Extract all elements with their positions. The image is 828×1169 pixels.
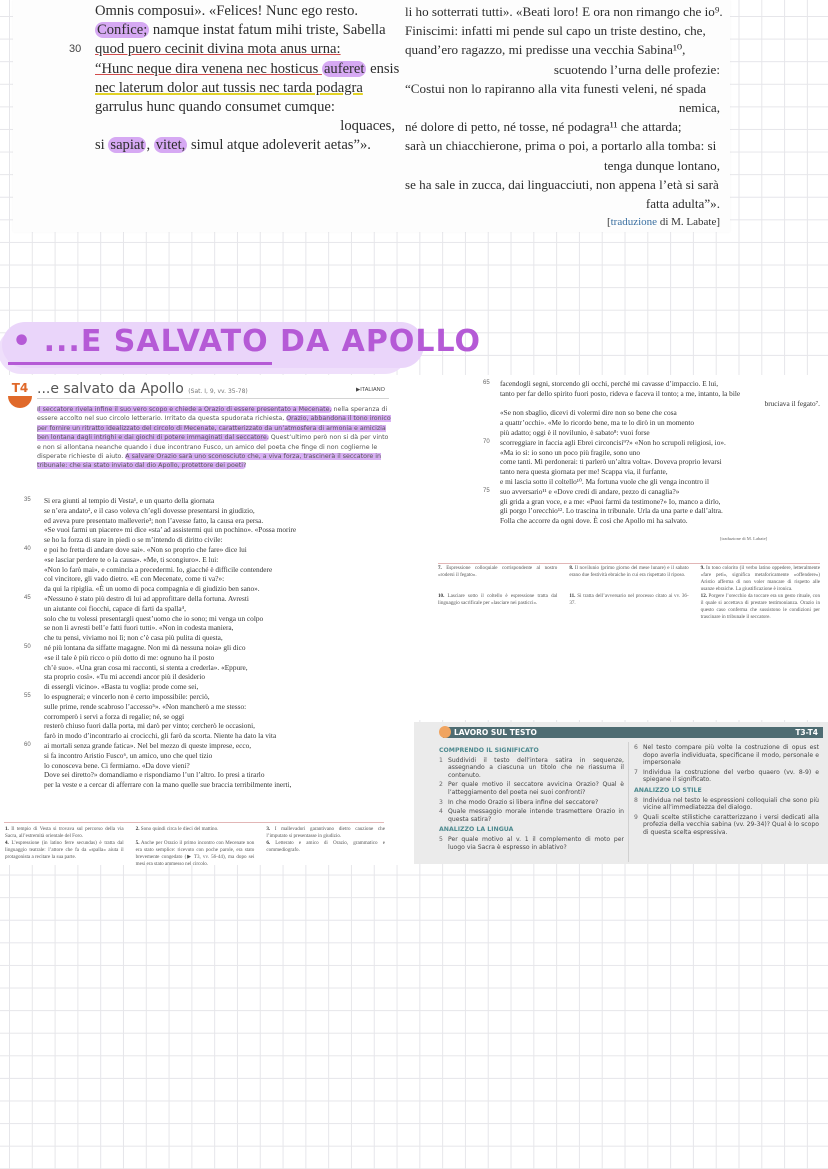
footnote-text: Lasciare sotto il coltello è espressione tratta dal linguaggio sacrificale per «lasciare nei pasticci». <box>438 593 558 606</box>
verse-text: ed aveva pure presentato malleverie³; non l’avesse fatto, la causa era persa. <box>44 515 264 525</box>
bullet-icon: • <box>12 324 33 359</box>
translation-line: nemica, <box>678 99 720 115</box>
question-number: 5 <box>439 835 443 843</box>
verse-text: se ho la forza di stare in piedi o se m’intendo di diritto civile: <box>44 535 223 545</box>
verse-line <box>483 379 820 389</box>
verse-line <box>44 614 394 624</box>
question-number: 2 <box>439 781 443 789</box>
latin-line <box>95 136 395 155</box>
footnote-number: 12. <box>700 593 708 599</box>
verse-text: gli grida a gran voce, e a me: «Puoi farmi da testimone?» Io, manco a dirlo, <box>500 496 721 506</box>
verse-line <box>44 535 394 545</box>
verse-line <box>44 663 394 673</box>
footnote-text: Anche per Orazio il primo incontro con Mecenate non era stato semplice: ricevuto con poche parole, era stato brevemente congedato (▶ T3, vv. 56-44), ma dopo sei mesi era stato ammesso nel circolo. <box>135 840 255 867</box>
footnote <box>438 565 557 593</box>
heading-underline <box>8 362 272 365</box>
latin-line-text: , <box>146 137 154 154</box>
verse-line <box>483 437 820 448</box>
footnote <box>266 826 385 840</box>
footnote-text: Porgere l’orecchio da toccare era un gesto rituale, con il quale si accettava di prestare testimonianza. Orazio in questo caso conferma che sussistono le condizioni per trascinare in tribunale il seccatore. <box>700 593 820 620</box>
verse-line <box>44 731 394 741</box>
section-heading <box>0 318 481 376</box>
exercise-question <box>439 757 624 780</box>
heading-text: ...E SALVATO DA APOLLO <box>43 324 481 359</box>
verses-left <box>24 496 394 790</box>
verse-text: scorreggiare in faccia agli Ebrei circoncisi⁹?» «Non ho scrupoli religiosi, io». <box>500 437 726 447</box>
verse-line <box>44 574 394 584</box>
translation-line: sarà un chiacchierone, prima o poi, a portarlo alla tomba: si <box>405 138 717 154</box>
verse-line <box>44 555 394 565</box>
question-text: Per quale motivo il seccatore avvicina Orazio? Qual è l’atteggiamento del poeta nei suoi confronti? <box>448 781 624 796</box>
exercise-question <box>439 808 624 823</box>
latin-line <box>95 79 395 98</box>
footnote <box>701 565 820 593</box>
footnote-number: 5. <box>135 840 140 846</box>
footnote-text: Il novilunio (primo giorno del mese lunare) e il sabato erano due festività ebraiche in cui era rispettato il riposo. <box>569 565 689 578</box>
footnote-text: Sono quindi circa le dieci del mattino. <box>139 826 219 832</box>
question-number: 3 <box>439 798 443 806</box>
verse-text: «Se non sbaglio, dicevi di volermi dire non so bene che cosa <box>500 408 677 418</box>
verse-line <box>44 633 394 643</box>
verse-text: «se il tale è più ricco o più dotto di me: ognuno ha il posto <box>44 652 215 662</box>
verse-line <box>24 691 394 702</box>
latin-line-text: simul atque adoleverit aetas”». <box>187 137 371 154</box>
verse-number: 45 <box>24 594 31 601</box>
verse-line <box>44 516 394 526</box>
verse-line <box>24 740 394 751</box>
verse-line <box>44 672 394 682</box>
footnotes-left <box>5 826 385 868</box>
verse-line <box>44 761 394 771</box>
translation-credit: [traduzione di M. Labate] <box>720 536 768 541</box>
footnote <box>569 565 688 593</box>
verse-line <box>44 751 394 761</box>
footnote <box>438 593 557 621</box>
verse-line <box>44 525 394 535</box>
footnote-number: 10. <box>438 593 445 599</box>
question-text: Nel testo compare più volte la costruzione di opus est dopo averla individuata, specificane il modo, personale e impersonale <box>643 744 819 767</box>
verse-text: e poi ho fretta di andare dove sai». «Non so proprio che fare» dice lui <box>44 544 247 554</box>
translation-line: “Costui non lo rapiranno alla vita funesti veleni, né spada <box>405 80 707 96</box>
highlight: Il seccatore rivela infine il suo vero scopo e chiede a Orazio di essere presentato a Mecenate, <box>37 406 332 413</box>
translation-line: tenga dunque lontano, <box>604 157 720 173</box>
latin-line-text: Omnis composui». «Felices! Nunc ego resto. <box>95 3 359 19</box>
translation-line: li ho sotterrati tutti». «Beati loro! E ora non rimango che io⁹. <box>405 4 723 19</box>
footnote <box>136 840 255 868</box>
verse-line <box>24 544 394 555</box>
verse-line <box>44 623 394 633</box>
latin-line-text: “Hunc neque dira venena nec hosticus <box>95 60 322 77</box>
notes-divider <box>438 563 820 564</box>
question-text: In che modo Orazio si libera infine del seccatore? <box>448 798 599 806</box>
badge-label: T4 <box>11 381 29 395</box>
question-number: 6 <box>634 744 638 751</box>
verse-text: «se lasciar perdere te o la causa». «Me, ti scongiuro». E lui: <box>44 554 219 564</box>
footnote-number: 6. <box>266 840 271 846</box>
line-number: 30 <box>69 43 82 56</box>
footnote-number: 4. <box>5 840 9 846</box>
verse-number: 60 <box>24 741 31 748</box>
verse-text: sta proprio così». «Tu mi accendi ancor più il desiderio <box>44 672 206 682</box>
exercises-title: LAVORO SUL TESTO <box>454 728 537 737</box>
verse-line <box>24 496 394 506</box>
translation-line: fatta adulta”». <box>645 195 720 211</box>
question-text: Quale messaggio morale intende trasmettere Orazio in questa satira? <box>448 808 624 823</box>
verse-text: resterò chiuso fuori dalla porta, mi darò per vinto; cercherò le occasioni, <box>44 721 255 731</box>
footnotes-right <box>438 565 820 621</box>
verse-line <box>500 418 820 428</box>
verse-line <box>500 428 820 438</box>
question-number: 9 <box>634 813 638 821</box>
intro-text: nella speranza di essere accolto nel suo circolo letterario. Irritato da questa spudorata richiesta, <box>37 406 388 423</box>
verse-text: si fa incontro Aristio Fusco⁶, un amico, uno che quel tizio <box>44 750 213 760</box>
verse-text: solo che tu volessi presentargli quest’uomo che io sono; mi venga un colpo <box>44 613 264 623</box>
footnote-number: 9. <box>700 565 705 571</box>
exercises-box <box>414 722 828 864</box>
verse-text: «Non lo farò mai», e comincia a precedermi. Io, giacché è difficile contendere <box>44 564 273 574</box>
latin-line-text: nec laterum dolor aut tussis nec tarda podagra <box>95 79 363 96</box>
footnote-number: 8. <box>569 565 574 571</box>
verse-number: 65 <box>483 380 490 386</box>
verse-text: come tanti. Mi perdonerai: ti parlerò un’altra volta». Doveva proprio levarsi <box>500 457 722 467</box>
italian-translation <box>405 2 723 232</box>
footnote <box>569 593 688 621</box>
question-number: 1 <box>439 756 443 764</box>
highlight: Orazio, abbandona il tono ironico per fornire un ritratto idealizzato del circolo di Mecenate, caratterizzato da un’atmosfera di armonia e amicizia ben lontana dagli intrighi e dai giochi di potere immaginati dal seccatore. <box>37 415 391 442</box>
verse-line <box>500 477 820 487</box>
verse-text: di essergli vicino». «Basta tu voglia: prode come sei, <box>44 682 199 692</box>
footnote <box>266 840 385 868</box>
verse-text: più adatto; oggi è il novilunio, è sabato⁸: vuoi forse <box>500 427 650 437</box>
verse-text: sulle prime, rende scabroso l’accesso⁵». «Non mancherò a me stesso: <box>44 701 247 711</box>
verse-line <box>500 457 820 467</box>
verse-text: Si era giunti al tempio di Vesta¹, e un quarto della giornata <box>44 496 215 505</box>
language-tag: ▶ITALIANO <box>356 387 385 393</box>
exercise-section-heading: ANALIZZO LO STILE <box>634 786 702 794</box>
notes-divider <box>4 822 384 823</box>
highlight: sapiat <box>110 137 145 154</box>
exercise-question <box>439 781 624 796</box>
verse-text: un aiutante coi fiocchi, capace di farti da spalla⁴, <box>44 603 186 613</box>
verse-line <box>500 506 820 516</box>
latin-line <box>95 117 395 136</box>
verse-text: bruciava il fegato⁷. <box>764 398 820 408</box>
credit-author: di M. Labate] <box>657 216 720 229</box>
question-text: Per quale motivo al v. 1 il complemento di moto per luogo via Sacra è espresso in ablativo? <box>448 835 624 851</box>
footnote <box>701 593 820 621</box>
verse-text: se non li avresti bell’e fatti fuori tutti». «Non in codesta maniera, <box>44 623 234 633</box>
verse-number: 55 <box>24 692 31 699</box>
highlight: Confice; <box>97 22 148 39</box>
verse-text: «Nessuno è stato più destro di lui ad approfittare della fortuna. Avresti <box>44 593 249 603</box>
verse-line <box>500 497 820 507</box>
verse-text: per la veste e a cercar di afferrare con la mano quelle sue braccia terribilmente inerti, <box>44 780 292 790</box>
verse-line <box>500 448 820 458</box>
verse-line <box>24 642 394 653</box>
intro-text: Quest’ultimo però non si dà per vinto e non si allontana neanche quando i due incontrano Fusco, un amico del poeta che finge di non coglierne le disperate richieste di aiuto. <box>37 434 389 461</box>
verse-text: farò in modo d’incontrarlo ai crocicchi, gli farò da scorta. Niente ha dato la vita <box>44 731 277 741</box>
verse-number: 40 <box>24 545 31 552</box>
verse-text: col vincitore, gli vado dietro. «E con Mecenate, come ti va?»: <box>44 574 225 584</box>
footnote-number: 1. <box>5 826 9 832</box>
latin-line-text: ensis <box>366 60 400 77</box>
latin-line-text: namque instat fatum mihi triste, Sabella <box>149 22 386 39</box>
verse-text: lo conosceva bene. Ci fermiamo. «Da dove vieni? <box>44 760 190 770</box>
footnote-text: In tono colorito (il verbo latino oppedere, letteralmente «fare peti», significa metaforicamente «offendere») Aristio afferma di non voler mancare di rispetto alle usanze ebraiche. La giustificazione è ironica. <box>700 565 820 592</box>
footnote-number: 11. <box>569 593 576 599</box>
verse-text: se n’era andato², e il caso voleva ch’egli dovesse presentarsi in giudizio, <box>44 505 255 515</box>
exercise-question <box>634 744 819 767</box>
verses-right <box>483 379 820 526</box>
exercise-section-heading: COMPRENDO IL SIGNIFICATO <box>439 747 539 754</box>
verse-text: e mi lascia sotto il coltello¹⁰. Ma fortuna vuole che gli venga incontro il <box>500 476 709 486</box>
translation-line: quand’ero ragazzo, mi predisse una vecchia Sabina¹⁰, <box>405 42 686 58</box>
question-text: Individua la costruzione del verbo quaero (vv. 8-9) e spiegane il significato. <box>643 768 819 784</box>
translation-line: se ha sale in zucca, dai linguacciuti, non appena l’età si sarà <box>405 176 719 192</box>
verse-text: ai mortali senza grande fatica». Nel bel mezzo di queste imprese, ecco, <box>44 740 252 750</box>
verse-text: tanto per far dello spirito fuori posto, rideva e faceva il tonto; a me, intanto, la bile <box>500 388 741 398</box>
verse-line <box>44 506 394 516</box>
verse-line <box>500 399 820 409</box>
verse-number: 75 <box>483 487 490 494</box>
latin-line <box>95 2 395 21</box>
verse-number: 35 <box>24 497 31 503</box>
poem-page <box>13 0 730 232</box>
footnote-number: 2. <box>135 826 140 832</box>
verse-text: «Ma io sì: io sono un poco più fragile, sono uno <box>500 447 641 457</box>
footnote-text: Il tempio di Vesta si trovava sul percorso della via Sacra, all’estremità orientale del Foro. <box>5 826 124 839</box>
translation-line: né dolore di petto, né tosse, né podagra¹¹ che attarda; <box>405 119 682 135</box>
title-reference: (Sat. I, 9, vv. 35-78) <box>188 388 248 395</box>
verse-text: Folla che accorre da ogni dove. È così che Apollo mi ha salvato. <box>500 516 688 526</box>
verse-text: suo avversario¹¹ e «Dove credi di andare, pezzo di canaglia?» <box>500 486 680 496</box>
footnote <box>136 826 255 840</box>
verse-number: 50 <box>24 643 31 650</box>
verse-line <box>500 389 820 399</box>
footnote <box>5 826 124 840</box>
verse-text: lo espugnerai; e vincerlo non è certo impossibile: perciò, <box>44 691 210 701</box>
column-divider <box>628 742 629 862</box>
verse-line <box>24 593 394 604</box>
footnote-number: 7. <box>438 565 442 571</box>
footnote-text: I mallevadori garantivano dietro cauzione che l’imputato si presentasse in giudizio. <box>266 826 385 839</box>
latin-line-text: garrulus hunc quando consumet cumque: <box>95 98 335 115</box>
verse-text: facendogli segni, storcendo gli occhi, perché mi cavasse d’impaccio. E lui, <box>500 379 719 388</box>
text-number-badge <box>8 381 32 408</box>
verse-text: a quattr’occhi». «Me lo ricordo bene, ma te lo dirò in un momento <box>500 418 694 428</box>
intro-paragraph <box>37 405 391 471</box>
footnote-text: Espressione colloquiale corrispondente al nostro «rodersi il fegato». <box>438 565 558 578</box>
credit-bracket: [ <box>606 216 611 229</box>
highlight: A salvare Orazio sarà uno sconosciuto che, a viva forza, trascinerà il seccatore in tribunale: che sia stato inviato dal dio Apollo, protettore dei poeti? <box>37 453 382 470</box>
question-text: Suddividi il testo dell’intera satira in sequenze, assegnando a ciascuna un titolo che ne riassuma il contenuto. <box>448 756 624 779</box>
verse-line <box>44 780 394 790</box>
exercise-question <box>634 769 819 784</box>
verse-line <box>500 467 820 477</box>
latin-line <box>95 60 400 79</box>
footnote <box>5 840 124 868</box>
credit-word: traduzione <box>610 216 658 229</box>
verse-line <box>44 653 394 663</box>
verse-text: da qui la ripiglia. «È un uomo di poca compagnia e di giudizio ben sano». <box>44 584 260 594</box>
latin-line-text: quod puero cecinit divina mota anus urna: <box>95 41 341 58</box>
footnote-number: 3. <box>266 826 271 832</box>
question-number: 4 <box>439 808 443 816</box>
text-title <box>37 381 248 397</box>
verse-text: ch’è suo». «Una gran cosa mi racconti, si stenta a crederla». «Eppure, <box>44 662 248 672</box>
verse-text: Dove sei diretto?» domandiamo e rispondiamo l’un l’altro. Io presi a tirarlo <box>44 770 265 780</box>
orange-dot-icon <box>439 726 451 738</box>
highlight: auferet <box>323 60 365 77</box>
question-text: Individua nel testo le espressioni colloquiali che sono più vicine all’immediatezza del dialogo. <box>643 796 819 812</box>
verse-line <box>500 516 820 526</box>
exercises-column-left <box>439 744 624 853</box>
highlight: vitet, <box>155 137 186 154</box>
exercises-code: T3-T4 <box>795 728 818 737</box>
verse-line <box>44 682 394 692</box>
title-text: ...e salvato da Apollo <box>37 381 184 397</box>
verse-line <box>44 604 394 614</box>
heading-title <box>12 324 481 359</box>
verse-line <box>44 702 394 712</box>
question-text: Quali scelte stilistiche caratterizzano i versi dedicati alla profezia della vecchia sabina (vv. 29-34)? Qual è lo scopo di questa scelta espressiva. <box>643 813 819 836</box>
verse-text: né più lontana da siffatte magagne. Non mi dà nessuna noia» gli dico <box>44 642 246 652</box>
latin-line <box>95 98 395 117</box>
footnote-text: Si tratta dell’avversario nel processo citato ai vv. 36-37. <box>569 593 689 606</box>
latin-line-text: si <box>95 137 109 154</box>
verse-line <box>44 721 394 731</box>
title-divider <box>37 398 389 399</box>
exercise-question <box>439 836 624 851</box>
verse-number: 70 <box>483 438 490 445</box>
verse-line <box>500 408 820 418</box>
verse-text: corromperò i servi a forza di regalie; né, se oggi <box>44 711 185 721</box>
exercise-question <box>634 797 819 812</box>
question-number: 8 <box>634 796 638 804</box>
exercise-question <box>634 814 819 837</box>
verse-line <box>44 712 394 722</box>
verse-line <box>483 486 820 497</box>
latin-line-text: loquaces, <box>340 118 395 135</box>
exercise-question <box>439 799 624 807</box>
verse-text: gli porgo l’orecchio¹². Lo trascina in tribunale. Urla da una parte e dall’altra. <box>500 506 723 516</box>
verse-line <box>44 770 394 780</box>
translation-line: scuotendo l’urna delle profezie: <box>553 61 720 77</box>
verse-line <box>44 584 394 594</box>
footnote-text: L’espressione (in latino ferre secundas) è tratta dal linguaggio teatrale: l’attore che fa da «spalla» aiuta il protagonista a recitare la sua parte. <box>5 840 124 860</box>
translation-credit <box>405 213 720 232</box>
question-number: 7 <box>634 768 638 776</box>
footnote-text: Letterato e amico di Orazio, grammatico e commediografo. <box>266 840 385 853</box>
exercises-column-right <box>634 744 819 839</box>
half-circle-icon <box>8 396 32 408</box>
translation-line: Finiscimi: infatti mi pende sul capo un triste destino, che, <box>405 23 706 39</box>
verse-text: tanto nera questa giornata per me! Scappa via, il furfante, <box>500 467 668 477</box>
latin-text <box>69 2 400 156</box>
exercise-section-heading: ANALIZZO LA LINGUA <box>439 826 514 834</box>
latin-line <box>69 40 395 59</box>
verse-text: che tu pensi, viviamo noi lì; non c’è casa più pulita di questa, <box>44 633 223 643</box>
verse-text: «Se vuoi farmi un piacere» mi dice «sta’ ad assistermi qui un pochino». «Possa morire <box>44 525 297 535</box>
verse-line <box>44 565 394 575</box>
latin-line <box>95 21 395 40</box>
